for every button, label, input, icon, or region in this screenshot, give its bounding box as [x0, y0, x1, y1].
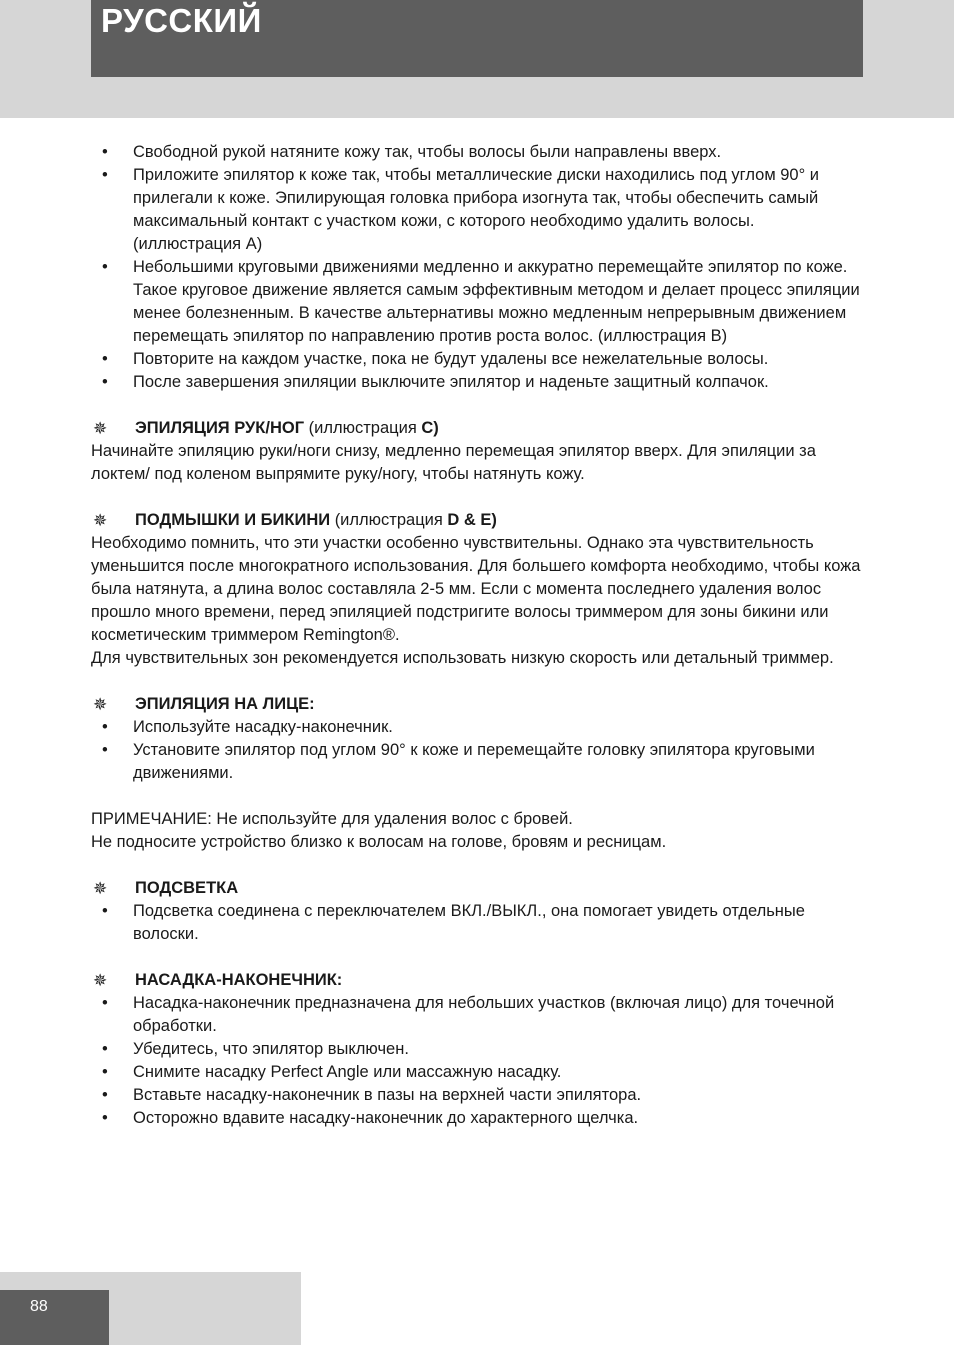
- section-heading-arms: ✵ ЭПИЛЯЦИЯ РУК/НОГ (иллюстрация C): [93, 419, 439, 438]
- illustration-ref: (иллюстрация A): [133, 235, 263, 253]
- bullet-icon: •: [102, 1040, 108, 1058]
- bullet-icon: •: [102, 143, 108, 161]
- bullet-icon: •: [102, 373, 108, 391]
- list-item: • Приложите эпилятор к коже так, чтобы металлические диски находились под углом 90° и прилегали к коже. Эпилирующая головка прибора изогнута так, чтобы обеспечить самый максимальный контакт с участком кожи, с которого необходимо удалить волосы. (иллюстрация A): [102, 166, 820, 253]
- list-item: • Насадка-наконечник предназначена для небольших участков (включая лицо) для точечной обработки.: [102, 994, 835, 1035]
- illustration-ref: (иллюстрация B): [597, 327, 728, 345]
- bullet-icon: •: [102, 1063, 108, 1081]
- section-heading-tip: ✵ НАСАДКА-НАКОНЕЧНИК:: [93, 971, 343, 990]
- section-body-arms: Начинайте эпиляцию руки/ноги снизу, медленно перемещая эпилятор вверх. Для эпиляции за локтем/ под коленом выпрямите руку/ногу, чтобы натянуть кожу.: [91, 442, 816, 483]
- list-item: • Небольшими круговыми движениями медленно и аккуратно перемещайте эпилятор по коже. Такое круговое движение является самым эффективным методом и делает процесс эпиляции менее болезненным. В качестве альтернативы можно медленным непрерывным движением перемещать эпилятор по направлению против роста волос. (иллюстрация B): [102, 258, 860, 345]
- bullet-icon: •: [102, 350, 108, 368]
- bullet-icon: •: [102, 741, 108, 759]
- page-number-box: [0, 1290, 109, 1345]
- star-icon: ✵: [93, 419, 108, 438]
- section-heading-light: ✵ ПОДСВЕТКА: [93, 879, 239, 898]
- tip-bullet-list: [91, 992, 863, 1130]
- bullet-icon: •: [102, 166, 108, 184]
- list-item: • Используйте насадку-наконечник.: [91, 716, 863, 739]
- bullet-icon: •: [102, 718, 108, 736]
- page-number: 88: [30, 1298, 48, 1315]
- list-item: • Свободной рукой натяните кожу так, чтобы волосы были направлены вверх.: [91, 141, 863, 164]
- star-icon: ✵: [93, 879, 108, 898]
- section-body-underarm-2: Для чувствительных зон рекомендуется использовать низкую скорость или детальный триммер.: [91, 649, 834, 667]
- list-item: • После завершения эпиляции выключите эпилятор и наденьте защитный колпачок.: [91, 371, 863, 394]
- intro-bullet-list: [91, 141, 863, 394]
- list-item: • Повторите на каждом участке, пока не будут удалены все нежелательные волосы.: [91, 348, 863, 371]
- light-bullet-list: [91, 900, 863, 946]
- section-heading-underarm: ✵ ПОДМЫШКИ И БИКИНИ (иллюстрация D & E): [93, 511, 497, 530]
- bullet-icon: •: [102, 902, 108, 920]
- section-body-underarm: Необходимо помнить, что эти участки особенно чувствительны. Однако эта чувствительность уменьшится после многократного использования. Для большего комфорта необходимо, чтобы кожа была натянута, а длина волос составляла 2-5 мм. Если с момента последнего удаления волос прошло много времени, перед эпиляцией подстригите волосы триммером для зоны бикини или косметическим триммером Remington®.: [91, 534, 861, 644]
- note-line-1: ПРИМЕЧАНИЕ: Не используйте для удаления волос с бровей.: [91, 810, 573, 828]
- list-item: • Осторожно вдавите насадку-наконечник до характерного щелчка.: [91, 1107, 863, 1130]
- star-icon: ✵: [93, 695, 108, 714]
- list-item: • Снимите насадку Perfect Angle или массажную насадку.: [91, 1061, 863, 1084]
- bullet-icon: •: [102, 1086, 108, 1104]
- bullet-icon: •: [102, 258, 108, 276]
- page-title: РУССКИЙ: [101, 2, 262, 39]
- section-heading-face: ✵ ЭПИЛЯЦИЯ НА ЛИЦЕ:: [93, 695, 315, 714]
- bullet-icon: •: [102, 1109, 108, 1127]
- note-line-2: Не подносите устройство близко к волосам на голове, бровям и ресницам.: [91, 833, 667, 851]
- star-icon: ✵: [93, 511, 108, 530]
- list-item: • Подсветка соединена с переключателем ВКЛ./ВЫКЛ., она помогает увидеть отдельные волоски.: [102, 902, 805, 943]
- star-icon: ✵: [93, 971, 108, 990]
- face-bullet-list: [91, 716, 863, 785]
- list-item: • Убедитесь, что эпилятор выключен.: [91, 1038, 863, 1061]
- list-item: • Вставьте насадку-наконечник в пазы на верхней части эпилятора.: [91, 1084, 863, 1107]
- document-body: [91, 141, 863, 1130]
- title-bar: [91, 0, 863, 77]
- list-item: • Установите эпилятор под углом 90° к коже и перемещайте головку эпилятора круговыми движениями.: [102, 741, 815, 782]
- bullet-icon: •: [102, 994, 108, 1012]
